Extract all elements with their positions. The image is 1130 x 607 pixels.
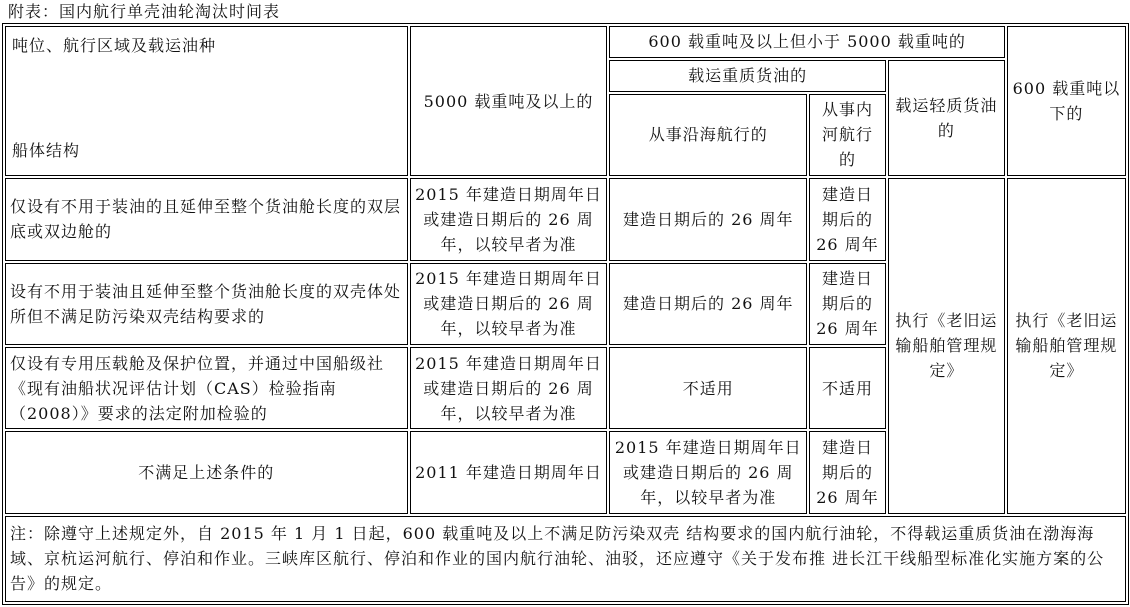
row-structure: 不满足上述条件的: [5, 431, 408, 513]
tanker-phaseout-table: [2, 23, 1129, 605]
header-corner-cell: [5, 26, 408, 176]
row-inland: 建造日期后的 26 周年: [809, 178, 886, 260]
header-coastal: 从事沿海航行的: [609, 94, 807, 176]
header-heavy-oil: 载运重质货油的: [609, 60, 885, 92]
row-structure: 仅设有不用于装油的且延伸至整个货油舱长度的双层底或双边舱的: [5, 178, 408, 260]
header-light-oil: 载运轻质货油的: [888, 60, 1005, 176]
merged-under-600: 执行《老旧运输船舶管理规定》: [1007, 178, 1126, 513]
row-5000-plus: 2015 年建造日期周年日或建造日期后的 26 周年，以较早者为准: [410, 178, 608, 260]
row-coastal: 不适用: [609, 347, 807, 429]
header-corner-bottom-label: 船体结构: [12, 141, 81, 161]
table-note: 注：除遵守上述规定外，自 2015 年 1 月 1 日起，600 载重吨及以上不满足防污染双壳 结构要求的国内航行油轮，不得载运重质货油在渤海海域、京杭运河航行、停泊和作业。三峡库区航行、停泊和作业的国内航行油轮、油驳，还应遵守《关于发布推 进长江干线船型标准化实施方案的公告》的规定。: [5, 516, 1126, 602]
merged-light-oil: 执行《老旧运输船舶管理规定》: [888, 178, 1005, 513]
row-inland: 建造日期后的 26 周年: [809, 431, 886, 513]
table-row: [5, 178, 1126, 260]
row-coastal: 建造日期后的 26 周年: [609, 263, 807, 345]
row-inland: 建造日期后的 26 周年: [809, 263, 886, 345]
row-5000-plus: 2015 年建造日期周年日或建造日期后的 26 周年，以较早者为准: [410, 263, 608, 345]
header-under-600: 600 载重吨以下的: [1007, 26, 1126, 176]
row-inland: 不适用: [809, 347, 886, 429]
row-structure: 设有不用于装油且延伸至整个货油舱长度的双壳体处所但不满足防污染双壳结构要求的: [5, 263, 408, 345]
row-coastal: 2015 年建造日期周年日或建造日期后的 26 周年，以较早者为准: [609, 431, 807, 513]
header-corner-top-label: 吨位、航行区域及载运油种: [12, 36, 217, 55]
row-coastal: 建造日期后的 26 周年: [609, 178, 807, 260]
header-600-to-5000: 600 载重吨及以上但小于 5000 载重吨的: [609, 26, 1005, 58]
row-5000-plus: 2015 年建造日期周年日或建造日期后的 26 周年，以较早者为准: [410, 347, 608, 429]
header-5000-plus: 5000 载重吨及以上的: [410, 26, 608, 176]
row-structure: 仅设有专用压载舱及保护位置，并通过中国船级社《现有油船状况评估计划（CAS）检验指南（2008）》要求的法定附加检验的: [5, 347, 408, 429]
header-inland: 从事内河航行的: [809, 94, 886, 176]
table-caption: 附表：国内航行单壳油轮淘汰时间表: [8, 2, 281, 21]
row-5000-plus: 2011 年建造日期周年日: [410, 431, 608, 513]
